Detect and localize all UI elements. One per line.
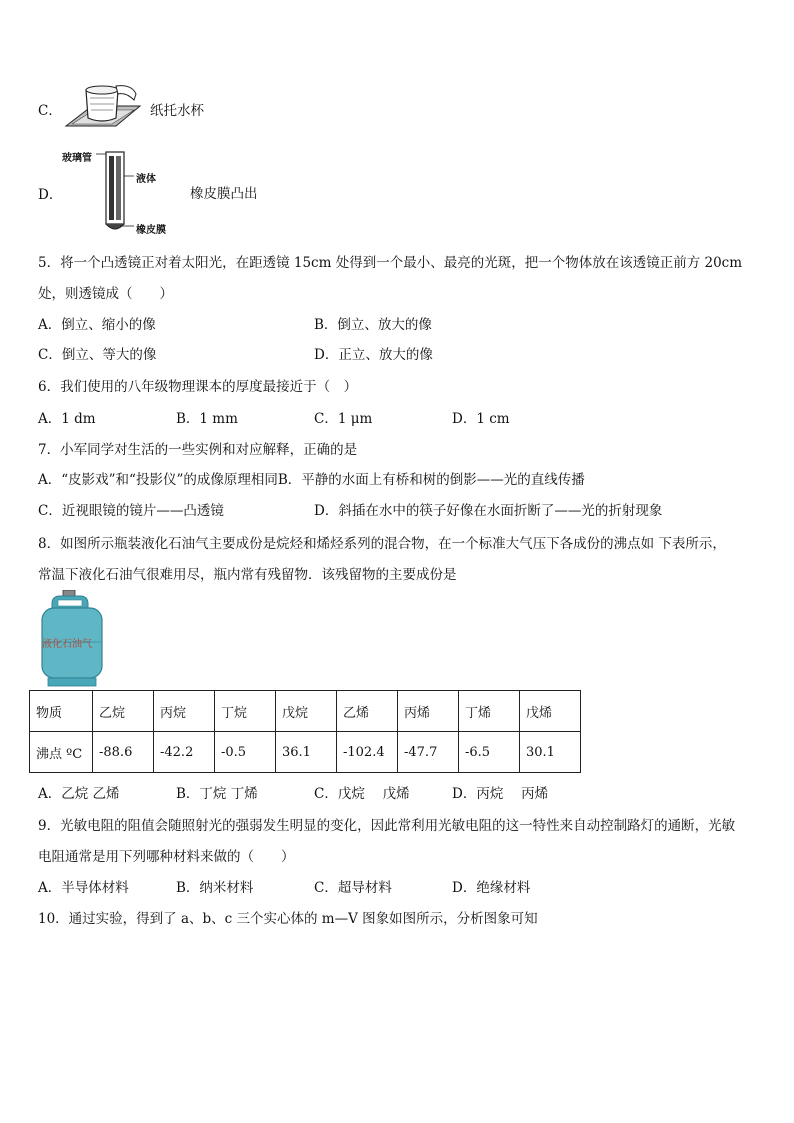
cylinder-label: 液化石油气 xyxy=(42,639,92,650)
paper-cup-image xyxy=(62,80,142,132)
q9-stem-line1: 9．光敏电阻的阻值会随照射光的强弱发生明显的变化，因此常利用光敏电阻的这一特性来自动控制路灯的通断，光敏 xyxy=(38,818,736,834)
table-cell: 丙烯 xyxy=(398,691,459,732)
table-cell: 沸点 ºC xyxy=(30,732,93,773)
q5-option-a: A．倒立、缩小的像 xyxy=(38,317,156,333)
q7-stem: 7．小军同学对生活的一些实例和对应解释，正确的是 xyxy=(38,442,358,458)
q10-stem: 10．通过实验，得到了 a、b、c 三个实心体的 m—V 图象如图所示，分析图象可知 xyxy=(38,911,538,927)
q7-option-ab: A．“皮影戏”和“投影仪”的成像原理相同B．平静的水面上有桥和树的倒影——光的直线传播 xyxy=(38,472,585,488)
q8-option-b: B．丁烷 丁烯 xyxy=(176,786,258,802)
q5-option-b: B．倒立、放大的像 xyxy=(314,317,432,333)
table-cell: 丙烷 xyxy=(154,691,215,732)
boiling-point-table xyxy=(29,690,581,773)
q4-option-d-letter: D． xyxy=(38,187,63,203)
q8-option-d: D．丙烷 丙烯 xyxy=(452,786,549,802)
q7-option-c: C．近视眼镜的镜片——凸透镜 xyxy=(38,503,224,519)
table-cell: 乙烷 xyxy=(93,691,154,732)
table-cell: 丁烷 xyxy=(215,691,276,732)
liquid-label: 液体 xyxy=(136,174,156,185)
q7-option-d: D．斜插在水中的筷子好像在水面折断了——光的折射现象 xyxy=(314,503,663,519)
q6-option-a: A．1 dm xyxy=(38,411,96,427)
q4-option-c-caption: 纸托水杯 xyxy=(150,103,204,119)
table-row xyxy=(30,732,581,773)
table-cell: 乙烯 xyxy=(337,691,398,732)
membrane-label: 橡皮膜 xyxy=(136,225,166,236)
table-cell: -6.5 xyxy=(459,732,520,773)
q6-option-d: D．1 cm xyxy=(452,411,510,427)
table-cell: -47.7 xyxy=(398,732,459,773)
q6-option-b: B．1 mm xyxy=(176,411,238,427)
table-cell: 36.1 xyxy=(276,732,337,773)
q8-stem-line1: 8．如图所示瓶装液化石油气主要成份是烷烃和烯烃系列的混合物，在一个标准大气压下各成份的沸点如 下表所示， xyxy=(38,536,726,552)
table-cell: -88.6 xyxy=(93,732,154,773)
q8-option-c: C．戊烷 戊烯 xyxy=(314,786,410,802)
q9-option-d: D．绝缘材料 xyxy=(452,880,531,896)
q5-stem-line2: 处，则透镜成（ ） xyxy=(38,286,173,302)
table-cell: -102.4 xyxy=(337,732,398,773)
table-cell: -0.5 xyxy=(215,732,276,773)
q9-option-b: B．纳米材料 xyxy=(176,880,254,896)
q6-stem: 6．我们使用的八年级物理课本的厚度最接近于（ ） xyxy=(38,379,358,395)
q9-option-a: A．半导体材料 xyxy=(38,880,129,896)
table-cell: 物质 xyxy=(30,691,93,732)
q5-stem-line1: 5．将一个凸透镜正对着太阳光，在距透镜 15cm 处得到一个最小、最亮的光斑，把一个物体放在该透镜正前方 20cm xyxy=(38,255,743,271)
q8-stem-line2: 常温下液化石油气很难用尽，瓶内常有残留物．该残留物的主要成份是 xyxy=(38,567,457,583)
q5-option-c: C．倒立、等大的像 xyxy=(38,347,157,363)
tube-label: 玻璃管 xyxy=(62,153,92,164)
q4-option-c-letter: C． xyxy=(38,103,62,119)
q6-option-c: C．1 μm xyxy=(314,411,373,427)
q9-option-c: C．超导材料 xyxy=(314,880,392,896)
q5-option-d: D．正立、放大的像 xyxy=(314,347,433,363)
table-cell: -42.2 xyxy=(154,732,215,773)
table-cell: 丁烯 xyxy=(459,691,520,732)
q4-option-d-caption: 橡皮膜凸出 xyxy=(190,186,258,202)
table-cell: 30.1 xyxy=(520,732,581,773)
q8-option-a: A．乙烷 乙烯 xyxy=(38,786,120,802)
table-row xyxy=(30,691,581,732)
table-cell: 戊烯 xyxy=(520,691,581,732)
table-cell: 戊烷 xyxy=(276,691,337,732)
q9-stem-line2: 电阻通常是用下列哪种材料来做的（ ） xyxy=(38,849,295,865)
